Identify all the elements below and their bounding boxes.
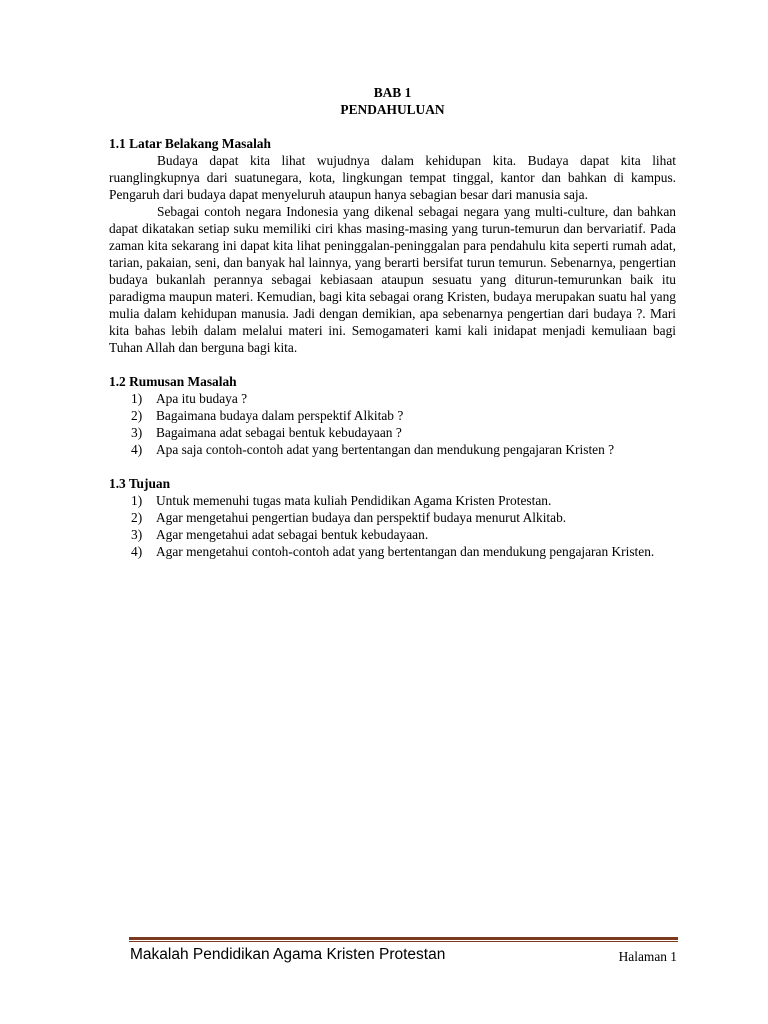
list-number: 3) [131,527,143,542]
footer-title: Makalah Pendidikan Agama Kristen Protestan [130,946,446,963]
footer-divider [129,937,678,942]
list-number: 1) [131,493,143,508]
chapter-title: PENDAHULUAN [340,102,445,117]
list-text: Bagaimana budaya dalam perspektif Alkitab ? [156,408,404,423]
chapter-label: BAB 1 [373,85,412,100]
list-item [109,509,676,526]
list-item [109,441,676,458]
list-number: 2) [131,510,143,525]
section-title-problem: 1.2 Rumusan Masalah [109,374,237,389]
spacer [109,356,676,373]
list-text: Untuk memenuhi tugas mata kuliah Pendidikan Agama Kristen Protestan. [156,493,552,508]
list-text: Apa itu budaya ? [156,391,248,406]
paragraph: Sebagai contoh negara Indonesia yang dikenal sebagai negara yang multi-culture, dan bahkan dapat dikatakan setiap suku memiliki ciri khas masing-masing yang turun-temurun dan bervariatif. Pada zaman kita sekarang ini dapat kita lihat peninggalan-peninggalan para pendahulu kita seperti rumah adat, tarian, pakaian, seni, dan banyak hal lainnya, yang berarti bersifat turun temurun. Sebenarnya, pengertian budaya bukanlah perannya sebagai kebiasaan ataupun sesuatu yang diturun-temurunkan baik itu paradigma maupun materi. Kemudian, bagi kita sebagai orang Kristen, budaya merupakan suatu hal yang mulia dalam kehidupan manusia. Jadi dengan demikian, apa sebenarnya pengertian dari budaya ?. Mari kita bahas lebih dalam melalui materi ini. Semogamateri kami kali inidapat menjadi kemuliaan bagi Tuhan Allah dan berguna bagi kita. [109,204,676,355]
problem-list [109,390,676,458]
list-item [109,407,676,424]
list-text: Agar mengetahui adat sebagai bentuk kebudayaan. [156,527,429,542]
list-number: 3) [131,425,143,440]
page-content [109,84,676,560]
list-text: Bagaimana adat sebagai bentuk kebudayaan ? [156,425,402,440]
section-title-goals: 1.3 Tujuan [109,476,171,491]
list-text: Apa saja contoh-contoh adat yang bertentangan dan mendukung pengajaran Kristen ? [156,442,615,457]
goals-list [109,492,676,560]
list-number: 2) [131,408,143,423]
list-number: 1) [131,391,143,406]
page-number: Halaman 1 [618,949,677,964]
spacer [109,118,676,135]
footer-divider-thin [129,941,678,942]
list-item [109,492,676,509]
list-number: 4) [131,544,143,559]
list-item [109,543,676,560]
list-text: Agar mengetahui contoh-contoh adat yang bertentangan dan mendukung pengajaran Kristen. [156,544,655,559]
paragraph: Budaya dapat kita lihat wujudnya dalam kehidupan kita. Budaya dapat kita lihat ruanglingkupnya dari suatunegara, kota, lingkungan tempat tinggal, kantor dan bahkan di kampus. Pengaruh dari budaya dapat menyeluruh ataupun hanya sebagian besar dari manusia saja. [109,153,676,202]
list-item [109,424,676,441]
list-item [109,390,676,407]
spacer [109,458,676,475]
footer-divider-thick [129,937,678,940]
list-text: Agar mengetahui pengertian budaya dan perspektif budaya menurut Alkitab. [156,510,567,525]
section-title-background: 1.1 Latar Belakang Masalah [109,136,271,151]
list-item [109,526,676,543]
list-number: 4) [131,442,143,457]
